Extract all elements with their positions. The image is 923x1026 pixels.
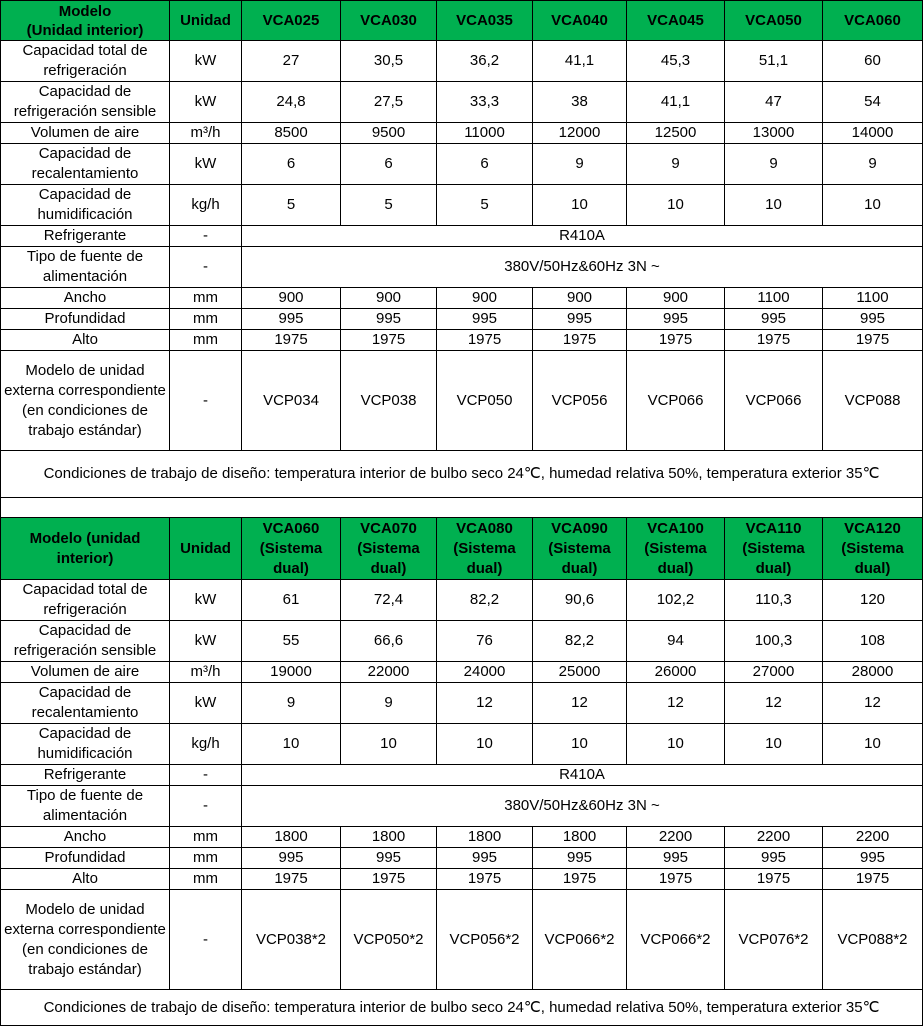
row-unit: kW bbox=[170, 82, 242, 123]
cell: 1975 bbox=[341, 869, 437, 890]
t1-row-refrigerant bbox=[1, 226, 923, 247]
t2-model-code: VCA100 bbox=[647, 519, 704, 537]
cell: 1100 bbox=[725, 288, 823, 309]
t2-model-suffix: (Sistema dual) bbox=[259, 539, 323, 577]
cell: 2200 bbox=[725, 827, 823, 848]
row-label: Tipo de fuente de alimentación bbox=[1, 786, 170, 827]
t2-header-row bbox=[1, 518, 923, 580]
cell: 9500 bbox=[341, 123, 437, 144]
cell: 10 bbox=[533, 185, 627, 226]
cell: 6 bbox=[242, 144, 341, 185]
cell: 66,6 bbox=[341, 621, 437, 662]
cell: 900 bbox=[341, 288, 437, 309]
t2-row-width bbox=[1, 827, 923, 848]
cell: 900 bbox=[437, 288, 533, 309]
row-unit: mm bbox=[170, 869, 242, 890]
t1-model: VCA025 bbox=[242, 1, 341, 41]
t2-row-note bbox=[1, 990, 923, 1026]
cell: VCP066 bbox=[725, 351, 823, 451]
cell: 8500 bbox=[242, 123, 341, 144]
t2-row-depth bbox=[1, 848, 923, 869]
cell: VCP066*2 bbox=[533, 890, 627, 990]
cell: 1975 bbox=[627, 869, 725, 890]
t1-row-cooling-total bbox=[1, 41, 923, 82]
merged-cell: R410A bbox=[242, 226, 923, 247]
cell: 55 bbox=[242, 621, 341, 662]
row-label: Capacidad total de refrigeración bbox=[1, 41, 170, 82]
cell: 12 bbox=[627, 683, 725, 724]
cell: 1975 bbox=[823, 330, 923, 351]
t2-model bbox=[341, 518, 437, 580]
cell: 94 bbox=[627, 621, 725, 662]
t1-row-reheat bbox=[1, 144, 923, 185]
row-label: Refrigerante bbox=[1, 226, 170, 247]
cell: 12 bbox=[437, 683, 533, 724]
cell: 10 bbox=[242, 724, 341, 765]
cell: 995 bbox=[627, 309, 725, 330]
cell: VCP034 bbox=[242, 351, 341, 451]
row-label: Ancho bbox=[1, 288, 170, 309]
cell: 995 bbox=[242, 848, 341, 869]
cell: 11000 bbox=[437, 123, 533, 144]
t2-header-model: Modelo (unidad interior) bbox=[1, 518, 170, 580]
row-label: Refrigerante bbox=[1, 765, 170, 786]
row-label: Profundidad bbox=[1, 309, 170, 330]
cell: 995 bbox=[823, 309, 923, 330]
cell: 10 bbox=[823, 185, 923, 226]
cell: 1800 bbox=[341, 827, 437, 848]
t1-row-airflow bbox=[1, 123, 923, 144]
cell: 82,2 bbox=[437, 580, 533, 621]
cell: 9 bbox=[242, 683, 341, 724]
cell: 2200 bbox=[823, 827, 923, 848]
cell: 25000 bbox=[533, 662, 627, 683]
cell: 33,3 bbox=[437, 82, 533, 123]
row-label: Tipo de fuente de alimentación bbox=[1, 247, 170, 288]
row-unit: kW bbox=[170, 41, 242, 82]
t1-row-cooling-sensible bbox=[1, 82, 923, 123]
t1-model: VCA060 bbox=[823, 1, 923, 41]
t1-header-model bbox=[1, 1, 170, 41]
conditions-note: Condiciones de trabajo de diseño: temperatura interior de bulbo seco 24℃, humedad relativa 50%, temperatura exterior 35℃ bbox=[1, 451, 923, 498]
cell: 13000 bbox=[725, 123, 823, 144]
t2-model-code: VCA120 bbox=[844, 519, 901, 537]
cell: 10 bbox=[533, 724, 627, 765]
cell: 120 bbox=[823, 580, 923, 621]
cell: 10 bbox=[437, 724, 533, 765]
cell: 1975 bbox=[242, 330, 341, 351]
t2-row-power bbox=[1, 786, 923, 827]
cell: VCP050*2 bbox=[341, 890, 437, 990]
cell: 5 bbox=[437, 185, 533, 226]
cell: 45,3 bbox=[627, 41, 725, 82]
cell: 995 bbox=[627, 848, 725, 869]
cell: 10 bbox=[627, 185, 725, 226]
cell: 24000 bbox=[437, 662, 533, 683]
t2-row-cooling-sensible bbox=[1, 621, 923, 662]
t2-model-suffix: (Sistema dual) bbox=[644, 539, 707, 577]
cell: 30,5 bbox=[341, 41, 437, 82]
row-label: Volumen de aire bbox=[1, 123, 170, 144]
t1-row-height bbox=[1, 330, 923, 351]
cell: 72,4 bbox=[341, 580, 437, 621]
row-label: Capacidad de recalentamiento bbox=[1, 144, 170, 185]
t2-row-refrigerant bbox=[1, 765, 923, 786]
row-unit: kW bbox=[170, 621, 242, 662]
cell: 995 bbox=[341, 309, 437, 330]
cell: 41,1 bbox=[533, 41, 627, 82]
cell: 995 bbox=[725, 848, 823, 869]
t2-model-suffix: (Sistema dual) bbox=[453, 539, 516, 577]
row-unit: kW bbox=[170, 580, 242, 621]
t1-header-row bbox=[1, 1, 923, 41]
cell: VCP066*2 bbox=[627, 890, 725, 990]
t1-model: VCA035 bbox=[437, 1, 533, 41]
t1-model: VCA050 bbox=[725, 1, 823, 41]
cell: 12 bbox=[823, 683, 923, 724]
conditions-note: Condiciones de trabajo de diseño: temperatura interior de bulbo seco 24℃, humedad relativa 50%, temperatura exterior 35℃ bbox=[1, 990, 923, 1026]
cell: 90,6 bbox=[533, 580, 627, 621]
row-label: Capacidad total de refrigeración bbox=[1, 580, 170, 621]
row-label: Ancho bbox=[1, 827, 170, 848]
cell: 41,1 bbox=[627, 82, 725, 123]
cell: 995 bbox=[725, 309, 823, 330]
t2-row-outdoor-model bbox=[1, 890, 923, 990]
cell: VCP056 bbox=[533, 351, 627, 451]
row-label: Profundidad bbox=[1, 848, 170, 869]
row-label: Capacidad de humidificación bbox=[1, 185, 170, 226]
cell: VCP088*2 bbox=[823, 890, 923, 990]
cell: 1800 bbox=[437, 827, 533, 848]
t2-row-reheat bbox=[1, 683, 923, 724]
cell: 27,5 bbox=[341, 82, 437, 123]
cell: 102,2 bbox=[627, 580, 725, 621]
row-label: Alto bbox=[1, 869, 170, 890]
cell: 1975 bbox=[725, 869, 823, 890]
cell: 1975 bbox=[437, 330, 533, 351]
t2-model bbox=[242, 518, 341, 580]
cell: 9 bbox=[823, 144, 923, 185]
row-label: Capacidad de recalentamiento bbox=[1, 683, 170, 724]
cell: 38 bbox=[533, 82, 627, 123]
cell: 61 bbox=[242, 580, 341, 621]
row-unit: - bbox=[170, 247, 242, 288]
t2-model bbox=[725, 518, 823, 580]
cell: 24,8 bbox=[242, 82, 341, 123]
t2-model-suffix: (Sistema dual) bbox=[357, 539, 420, 577]
cell: 1975 bbox=[341, 330, 437, 351]
t1-row-note bbox=[1, 451, 923, 498]
t1-row-outdoor-model bbox=[1, 351, 923, 451]
cell: 9 bbox=[341, 683, 437, 724]
t2-row-humidification bbox=[1, 724, 923, 765]
cell: 900 bbox=[242, 288, 341, 309]
row-unit: - bbox=[170, 786, 242, 827]
cell: 54 bbox=[823, 82, 923, 123]
cell: 19000 bbox=[242, 662, 341, 683]
cell: 27 bbox=[242, 41, 341, 82]
cell: 9 bbox=[725, 144, 823, 185]
t2-header-unit: Unidad bbox=[170, 518, 242, 580]
t2-model-code: VCA060 bbox=[262, 519, 320, 537]
t2-model-suffix: (Sistema dual) bbox=[841, 539, 904, 577]
cell: 900 bbox=[627, 288, 725, 309]
cell: VCP076*2 bbox=[725, 890, 823, 990]
merged-cell: 380V/50Hz&60Hz 3N ~ bbox=[242, 786, 923, 827]
cell: VCP066 bbox=[627, 351, 725, 451]
t2-row-airflow bbox=[1, 662, 923, 683]
cell: 995 bbox=[823, 848, 923, 869]
t1-model: VCA040 bbox=[533, 1, 627, 41]
row-unit: kg/h bbox=[170, 185, 242, 226]
row-unit: mm bbox=[170, 309, 242, 330]
cell: 22000 bbox=[341, 662, 437, 683]
row-label: Modelo de unidad externa correspondiente (en condiciones de trabajo estándar) bbox=[1, 351, 170, 451]
cell: 28000 bbox=[823, 662, 923, 683]
cell: 12 bbox=[725, 683, 823, 724]
t2-model bbox=[533, 518, 627, 580]
cell: 12000 bbox=[533, 123, 627, 144]
cell: 1100 bbox=[823, 288, 923, 309]
row-unit: m³/h bbox=[170, 662, 242, 683]
t2-model-code: VCA090 bbox=[551, 519, 608, 537]
row-unit: mm bbox=[170, 330, 242, 351]
cell: 10 bbox=[627, 724, 725, 765]
cell: 47 bbox=[725, 82, 823, 123]
cell: 108 bbox=[823, 621, 923, 662]
cell: 995 bbox=[242, 309, 341, 330]
t2-model-code: VCA110 bbox=[745, 519, 802, 537]
row-unit: - bbox=[170, 226, 242, 247]
row-unit: mm bbox=[170, 827, 242, 848]
cell: 27000 bbox=[725, 662, 823, 683]
cell: 5 bbox=[341, 185, 437, 226]
cell: VCP038*2 bbox=[242, 890, 341, 990]
row-unit: mm bbox=[170, 288, 242, 309]
cell: 1975 bbox=[725, 330, 823, 351]
row-label: Modelo de unidad externa correspondiente (en condiciones de trabajo estándar) bbox=[1, 890, 170, 990]
cell: 6 bbox=[437, 144, 533, 185]
row-unit: mm bbox=[170, 848, 242, 869]
cell: 1975 bbox=[823, 869, 923, 890]
t2-model bbox=[627, 518, 725, 580]
table-gap bbox=[1, 498, 923, 518]
t1-row-width bbox=[1, 288, 923, 309]
cell: 10 bbox=[823, 724, 923, 765]
cell: 2200 bbox=[627, 827, 725, 848]
cell: VCP038 bbox=[341, 351, 437, 451]
t1-model: VCA030 bbox=[341, 1, 437, 41]
cell: 5 bbox=[242, 185, 341, 226]
cell: 51,1 bbox=[725, 41, 823, 82]
cell: 995 bbox=[437, 309, 533, 330]
t2-model-code: VCA070 bbox=[360, 519, 417, 537]
cell: 76 bbox=[437, 621, 533, 662]
merged-cell: 380V/50Hz&60Hz 3N ~ bbox=[242, 247, 923, 288]
cell: 10 bbox=[725, 724, 823, 765]
cell: 9 bbox=[627, 144, 725, 185]
cell: 1975 bbox=[242, 869, 341, 890]
cell: 900 bbox=[533, 288, 627, 309]
cell: VCP050 bbox=[437, 351, 533, 451]
row-unit: kg/h bbox=[170, 724, 242, 765]
t1-row-power bbox=[1, 247, 923, 288]
cell: 10 bbox=[341, 724, 437, 765]
merged-cell: R410A bbox=[242, 765, 923, 786]
t2-model bbox=[437, 518, 533, 580]
t2-model-suffix: (Sistema dual) bbox=[548, 539, 611, 577]
cell: 6 bbox=[341, 144, 437, 185]
t2-model-code: VCA080 bbox=[456, 519, 513, 537]
t2-row-cooling-total bbox=[1, 580, 923, 621]
row-label: Capacidad de refrigeración sensible bbox=[1, 82, 170, 123]
cell: 12 bbox=[533, 683, 627, 724]
cell: 1975 bbox=[437, 869, 533, 890]
cell: 82,2 bbox=[533, 621, 627, 662]
row-label: Alto bbox=[1, 330, 170, 351]
t2-row-height bbox=[1, 869, 923, 890]
row-label: Volumen de aire bbox=[1, 662, 170, 683]
gap-cell bbox=[1, 498, 923, 518]
row-unit: m³/h bbox=[170, 123, 242, 144]
cell: 14000 bbox=[823, 123, 923, 144]
cell: 995 bbox=[533, 848, 627, 869]
cell: 10 bbox=[725, 185, 823, 226]
t1-row-humidification bbox=[1, 185, 923, 226]
cell: 60 bbox=[823, 41, 923, 82]
t2-model bbox=[823, 518, 923, 580]
cell: 12500 bbox=[627, 123, 725, 144]
cell: 36,2 bbox=[437, 41, 533, 82]
row-unit: - bbox=[170, 890, 242, 990]
t1-header-unit: Unidad bbox=[170, 1, 242, 41]
t1-header-model-text: Modelo (Unidad interior) bbox=[26, 2, 144, 39]
cell: 26000 bbox=[627, 662, 725, 683]
row-unit: - bbox=[170, 765, 242, 786]
cell: 110,3 bbox=[725, 580, 823, 621]
row-unit: kW bbox=[170, 144, 242, 185]
cell: 1800 bbox=[533, 827, 627, 848]
t1-model: VCA045 bbox=[627, 1, 725, 41]
row-label: Capacidad de refrigeración sensible bbox=[1, 621, 170, 662]
cell: 1975 bbox=[533, 330, 627, 351]
cell: 995 bbox=[533, 309, 627, 330]
t2-model-suffix: (Sistema dual) bbox=[742, 539, 805, 577]
row-unit: - bbox=[170, 351, 242, 451]
cell: VCP088 bbox=[823, 351, 923, 451]
cell: 1800 bbox=[242, 827, 341, 848]
t1-row-depth bbox=[1, 309, 923, 330]
cell: 995 bbox=[341, 848, 437, 869]
cell: VCP056*2 bbox=[437, 890, 533, 990]
cell: 995 bbox=[437, 848, 533, 869]
cell: 100,3 bbox=[725, 621, 823, 662]
cell: 1975 bbox=[533, 869, 627, 890]
row-label: Capacidad de humidificación bbox=[1, 724, 170, 765]
cell: 1975 bbox=[627, 330, 725, 351]
cell: 9 bbox=[533, 144, 627, 185]
row-unit: kW bbox=[170, 683, 242, 724]
